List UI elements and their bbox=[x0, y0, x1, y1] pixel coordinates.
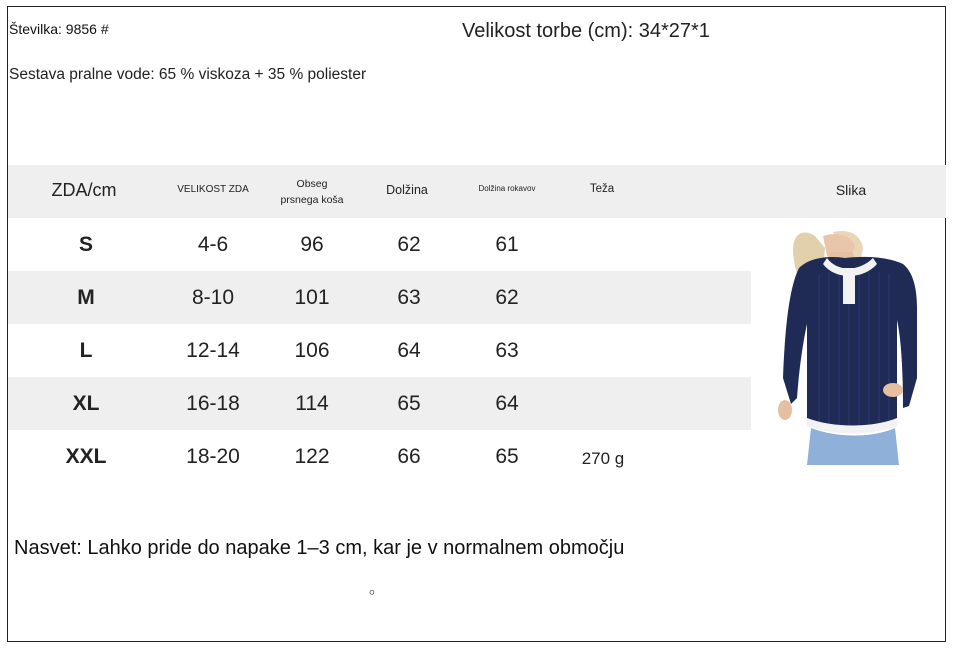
row-length: 64 bbox=[397, 339, 421, 362]
header-bust-line1: Obseg bbox=[296, 178, 328, 190]
row-zda: 12-14 bbox=[186, 339, 240, 362]
row-sleeve: 64 bbox=[495, 392, 519, 415]
header-bust-line2: prsnega koša bbox=[280, 194, 344, 206]
row-bust: 114 bbox=[295, 392, 329, 415]
row-bust: 101 bbox=[294, 286, 330, 309]
bag-size: Velikost torbe (cm): 34*27*1 bbox=[462, 20, 710, 42]
row-size: XL bbox=[72, 392, 100, 415]
row-bust: 106 bbox=[294, 339, 330, 362]
wash-composition: Sestava pralne vode: 65 % viskoza + 35 % poliester bbox=[9, 66, 367, 83]
header-weight: Teža bbox=[589, 183, 615, 195]
row-zda: 16-18 bbox=[186, 392, 240, 415]
row-size: XXL bbox=[65, 445, 107, 468]
header-zda-size: VELIKOST ZDA bbox=[177, 184, 249, 195]
row-bust: 122 bbox=[294, 445, 330, 468]
product-photo bbox=[763, 228, 933, 465]
row-sleeve: 61 bbox=[495, 233, 519, 256]
row-length: 63 bbox=[397, 286, 421, 309]
row-bust: 96 bbox=[300, 233, 324, 256]
row-size: L bbox=[79, 339, 93, 362]
row-zda: 8-10 bbox=[191, 286, 235, 309]
row-size: S bbox=[78, 233, 93, 256]
row-sleeve: 63 bbox=[495, 339, 519, 362]
header-length: Dolžina bbox=[386, 183, 428, 197]
tolerance-note: Nasvet: Lahko pride do napake 1–3 cm, kar je v normalnem območju bbox=[14, 537, 625, 559]
row-weight: 270 g bbox=[581, 449, 625, 468]
row-length: 66 bbox=[397, 445, 421, 468]
header-sleeve: Dolžina rokavov bbox=[478, 184, 536, 193]
row-size: M bbox=[77, 286, 95, 309]
row-length: 62 bbox=[397, 233, 421, 256]
row-zda: 18-20 bbox=[186, 445, 240, 468]
row-length: 65 bbox=[397, 392, 421, 415]
row-zda: 4-6 bbox=[197, 233, 229, 256]
row-sleeve: 62 bbox=[495, 286, 519, 309]
row-sleeve: 65 bbox=[495, 445, 519, 468]
product-number: Številka: 9856 # bbox=[9, 21, 109, 37]
note-mark: 。 bbox=[369, 580, 386, 597]
header-image: Slika bbox=[835, 182, 867, 198]
header-size: ZDA/cm bbox=[51, 180, 117, 200]
